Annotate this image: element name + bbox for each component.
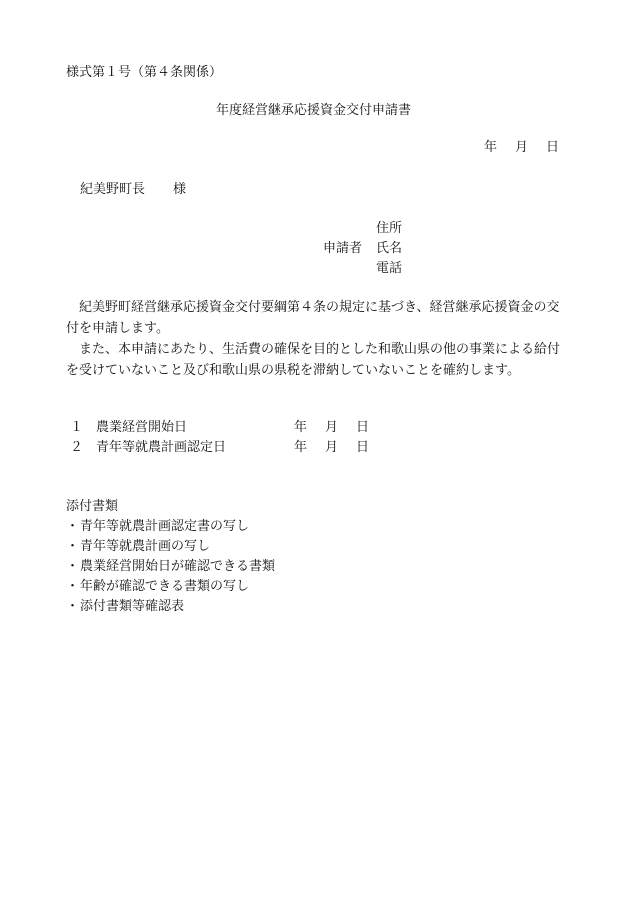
applicant-name-label: 氏名 xyxy=(376,241,403,256)
item-date xyxy=(294,418,369,438)
document-title: 年度経営継承応援資金交付申請書 xyxy=(216,103,412,118)
body-paragraph-1: 紀美野町経営継承応援資金交付要綱第４条の規定に基づき、経営継承応援資金の交付を申請します。 xyxy=(66,300,560,336)
item-date-year: 年 xyxy=(294,440,308,455)
list-item xyxy=(66,537,275,557)
item-row xyxy=(66,418,370,438)
bullet: ・ xyxy=(66,579,80,594)
list-item xyxy=(66,577,275,597)
item-date-day: 日 xyxy=(356,440,370,455)
item-label: 青年等就農計画認定日 xyxy=(96,440,227,455)
date-year-label: 年 xyxy=(484,140,498,155)
date-month-label: 月 xyxy=(515,140,529,155)
item-row xyxy=(66,438,370,458)
attachments-heading: 添付書類 xyxy=(66,499,119,514)
body-text xyxy=(66,297,566,381)
bullet: ・ xyxy=(66,599,80,614)
date-day-label: 日 xyxy=(546,140,560,155)
application-date xyxy=(484,138,559,158)
applicant-phone-label: 電話 xyxy=(376,261,403,276)
item-date-month: 月 xyxy=(325,420,339,435)
list-item xyxy=(66,597,275,617)
item-date-month: 月 xyxy=(325,440,339,455)
attachment-label: 農業経営開始日が確認できる書類 xyxy=(80,559,276,574)
item-date-day: 日 xyxy=(356,420,370,435)
bullet: ・ xyxy=(66,559,80,574)
item-label: 農業経営開始日 xyxy=(96,420,188,435)
attachment-label: 添付書類等確認表 xyxy=(80,599,185,614)
recipient-name: 紀美野町長 xyxy=(80,182,146,197)
item-number: ２ xyxy=(70,440,84,455)
item-date xyxy=(294,438,369,458)
recipient-honorific: 様 xyxy=(173,182,187,197)
bullet: ・ xyxy=(66,539,80,554)
bullet: ・ xyxy=(66,519,80,534)
item-number: １ xyxy=(70,420,84,435)
attachment-label: 年齢が確認できる書類の写し xyxy=(80,579,250,594)
form-number: 様式第１号（第４条関係） xyxy=(66,65,223,80)
body-paragraph-2: また、本申請にあたり、生活費の確保を目的とした和歌山県の他の事業による給付を受けていないこと及び和歌山県の県税を滞納していないことを確約します。 xyxy=(66,342,561,378)
attachments-list xyxy=(66,517,275,617)
attachment-label: 青年等就農計画の写し xyxy=(80,539,211,554)
attachment-label: 青年等就農計画認定書の写し xyxy=(80,519,250,534)
applicant-address-label: 住所 xyxy=(376,221,403,236)
applicant-label: 申請者 xyxy=(323,241,363,256)
list-item xyxy=(66,517,275,537)
item-date-year: 年 xyxy=(294,420,308,435)
recipient xyxy=(80,180,186,200)
list-item xyxy=(66,557,275,577)
